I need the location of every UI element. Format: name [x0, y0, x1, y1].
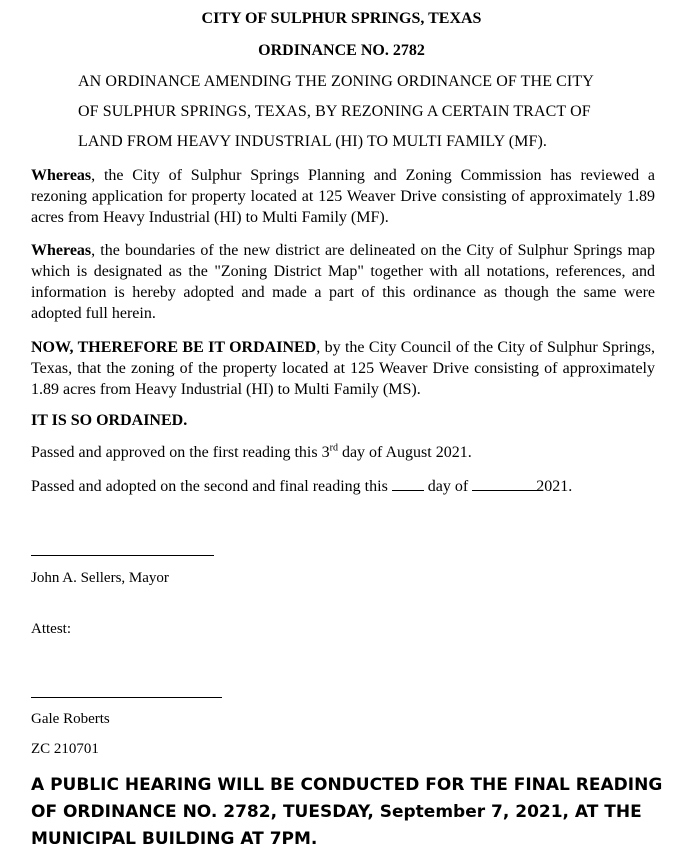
case-number: ZC 210701: [31, 741, 99, 757]
whereas-lead: Whereas: [31, 167, 92, 184]
first-reading-line: [31, 444, 472, 462]
whereas-paragraph-1: [31, 165, 655, 228]
city-heading: CITY OF SULPHUR SPRINGS, TEXAS: [201, 10, 482, 27]
whereas-text: , the City of Sulphur Springs Planning and Zoning Commission has reviewed a rezoning application for property located at 125 Weaver Drive consisting of approximately 1.89 acres from Heavy Industrial (HI) to Multi Family (MF).: [31, 167, 655, 226]
ordinance-title-line: OF SULPHUR SPRINGS, TEXAS, BY REZONING A CERTAIN TRACT OF: [78, 103, 591, 120]
first-reading-superscript: rd: [329, 442, 338, 454]
whereas-paragraph-2: [31, 240, 655, 324]
second-reading-middle: day of: [427, 478, 469, 495]
secretary-signature-line: [31, 697, 222, 698]
secretary-name: Gale Roberts: [31, 711, 110, 727]
ordinance-title-line: LAND FROM HEAVY INDUSTRIAL (HI) TO MULTI FAMILY (MF).: [78, 133, 548, 150]
first-reading-suffix: day of August 2021.: [337, 444, 472, 461]
whereas-text: , the boundaries of the new district are delineated on the City of Sulphur Springs map which is designated as the "Zoning District Map" together with all notations, references, and information is hereby adopted and made a part of this ordinance as though the same were adopted full herein.: [31, 242, 655, 322]
month-blank: [472, 478, 540, 491]
ordained-paragraph: [31, 337, 655, 400]
ordinance-title-line: AN ORDINANCE AMENDING THE ZONING ORDINANCE OF THE CITY: [78, 73, 594, 90]
first-reading-prefix: Passed and approved on the first reading this 3: [31, 444, 330, 461]
so-ordained: IT IS SO ORDAINED.: [31, 412, 188, 429]
ordained-text: , by the City Council of the City of Sulphur Springs, Texas, that the zoning of the property located at 125 Weaver Drive consisting of approximately 1.89 acres from Heavy Industrial (HI) to Multi Family (MS).: [31, 339, 655, 398]
day-blank: [392, 478, 424, 491]
public-hearing-notice: A PUBLIC HEARING WILL BE CONDUCTED FOR THE FINAL READING OF ORDINANCE NO. 2782, TUESDAY, September 7, 2021, AT THE MUNICIPAL BUILDING AT 7PM.: [31, 775, 663, 849]
ordinance-number: ORDINANCE NO. 2782: [258, 42, 425, 59]
attest-label: Attest:: [31, 621, 71, 637]
whereas-lead: Whereas: [31, 242, 92, 259]
second-reading-suffix: 2021.: [536, 478, 573, 495]
second-reading-line: [31, 478, 572, 496]
second-reading-prefix: Passed and adopted on the second and final reading this: [31, 478, 388, 495]
mayor-signature-line: [31, 555, 214, 556]
mayor-name: John A. Sellers, Mayor: [31, 570, 169, 586]
ordained-lead: NOW, THEREFORE BE IT ORDAINED: [31, 339, 317, 356]
